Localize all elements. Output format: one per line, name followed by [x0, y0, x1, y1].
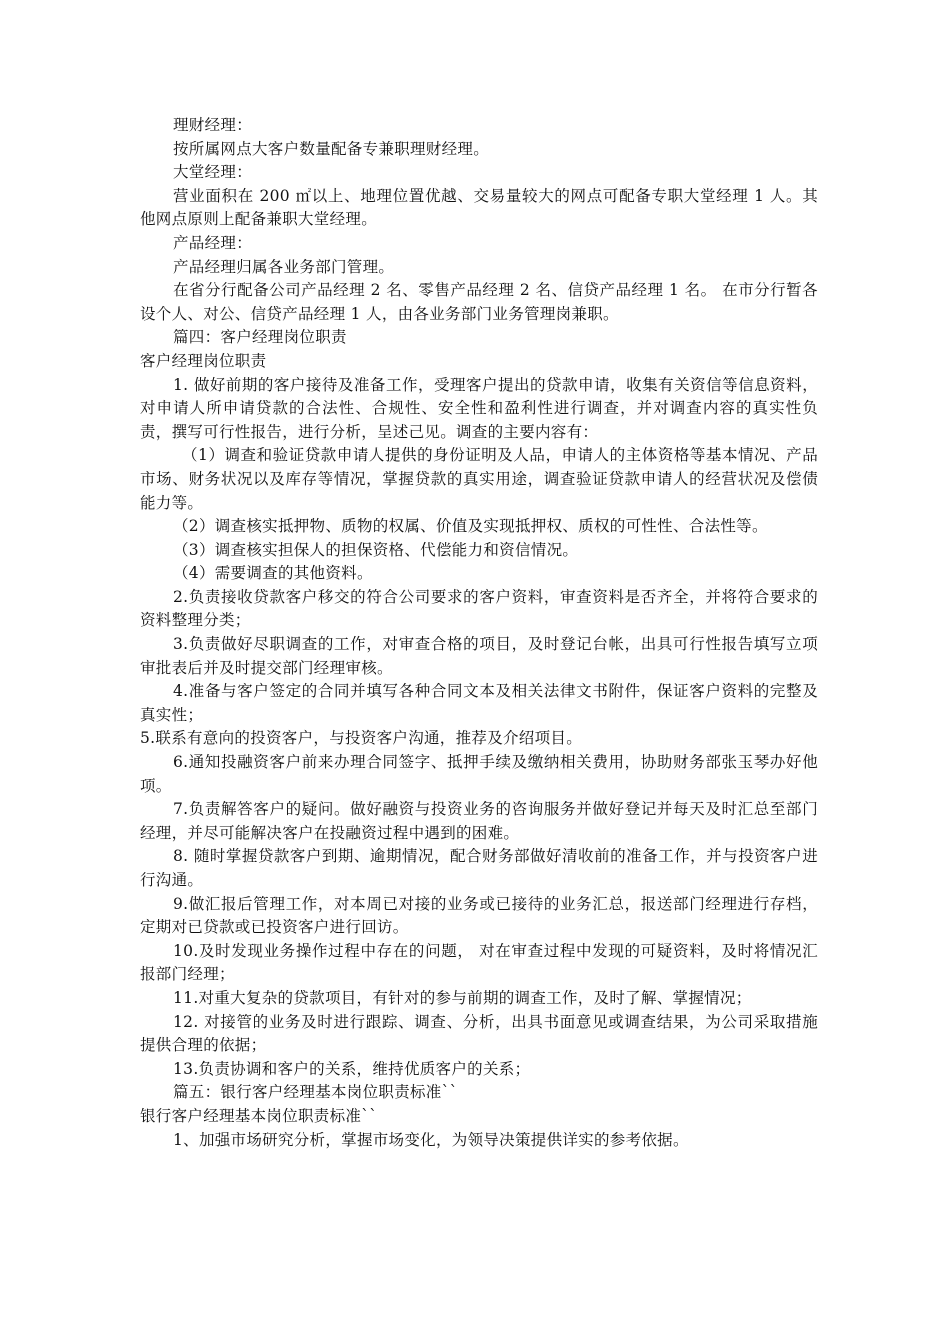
list-item: 7.负责解答客户的疑问。做好融资与投资业务的咨询服务并做好登记并每天及时汇总至部门经理，并尽可能解决客户在投融资过程中遇到的困难。 — [140, 800, 818, 842]
paragraph: 大堂经理： — [173, 163, 253, 182]
list-item: 11.对重大复杂的贷款项目，有针对的参与前期的调查工作，及时了解、掌握情况； — [173, 988, 752, 1007]
document-body — [140, 114, 818, 1152]
paragraph: 产品经理归属各业务部门管理。 — [173, 257, 395, 276]
list-item: 1、加强市场研究分析，掌握市场变化，为领导决策提供详实的参考依据。 — [173, 1130, 689, 1149]
list-item: 6.通知投融资客户前来办理合同签字、抵押手续及缴纳相关费用，协助财务部张玉琴办好他项。 — [140, 753, 818, 795]
list-item: 13.负责协调和客户的关系，维持优质客户的关系； — [173, 1059, 531, 1078]
list-item: 10.及时发现业务操作过程中存在的问题， 对在审查过程中发现的可疑资料，及时将情况汇报部门经理； — [140, 941, 818, 984]
sub-list-item: （4）需要调查的其他资料。 — [173, 564, 373, 583]
sub-list-item: （3）调查核实担保人的担保资格、代偿能力和资信情况。 — [173, 540, 579, 559]
sub-list-item: （2）调查核实抵押物、质物的权属、价值及实现抵押权、质权的可性性、合法性等。 — [173, 517, 768, 536]
paragraph: 按所属网点大客户数量配备专兼职理财经理。 — [173, 139, 490, 158]
list-item: 2.负责接收贷款客户移交的符合公司要求的客户资料，审查资料是否齐全，并将符合要求的资料整理分类； — [140, 587, 818, 630]
paragraph: 在省分行配备公司产品经理 2 名、零售产品经理 2 名、信贷产品经理 1 名。 在市分行暂各设个人、对公、信贷产品经理 1 人，由各业务部门业务管理岗兼职。 — [140, 281, 818, 323]
list-item: 8. 随时掌握贷款客户到期、逾期情况，配合财务部做好清收前的准备工作，并与投资客户进行沟通。 — [140, 847, 818, 889]
list-item: 9.做汇报后管理工作，对本周已对接的业务或已接待的业务汇总，报送部门经理进行存档，定期对已贷款或已投资客户进行回访。 — [140, 894, 818, 937]
section-heading: 篇四：客户经理岗位职责 — [173, 328, 347, 347]
paragraph: 产品经理： — [173, 233, 253, 252]
list-item: 3.负责做好尽职调查的工作，对审查合格的项目，及时登记台帐，出具可行性报告填写立项审批表后并及时提交部门经理审核。 — [140, 635, 818, 677]
list-item: 12. 对接管的业务及时进行跟踪、调查、分析，出具书面意见或调查结果，为公司采取措施提供合理的依据； — [140, 1012, 818, 1055]
list-item: 5.联系有意向的投资客户，与投资客户沟通，推荐及介绍项目。 — [140, 729, 582, 748]
paragraph: 理财经理： — [173, 116, 253, 134]
paragraph: 营业面积在 200 ㎡以上、地理位置优越、交易量较大的网点可配备专职大堂经理 1 人。其他网点原则上配备兼职大堂经理。 — [140, 186, 818, 229]
sub-list-item: （1）调查和验证贷款申请人提供的身份证明及人品，申请人的主体资格等基本情况、产品市场、财务状况以及库存等情况，掌握贷款的真实用途，调查验证贷款申请人的经营状况及偿债能力等。 — [140, 446, 818, 512]
section-heading: 篇五：银行客户经理基本岗位职责标准`` — [173, 1083, 458, 1102]
list-item: 4.准备与客户签定的合同并填写各种合同文本及相关法律文书附件，保证客户资料的完整及真实性； — [140, 682, 818, 724]
section-title: 银行客户经理基本岗位职责标准`` — [140, 1106, 378, 1125]
list-item: 1. 做好前期的客户接待及准备工作，受理客户提出的贷款申请，收集有关资信等信息资料，对申请人所申请贷款的合法性、合规性、安全性和盈利性进行调查，并对调查内容的真实性负责，撰写可行性报告，进行分析，呈述己见。调查的主要内容有： — [140, 375, 818, 441]
section-title: 客户经理岗位职责 — [140, 351, 267, 370]
